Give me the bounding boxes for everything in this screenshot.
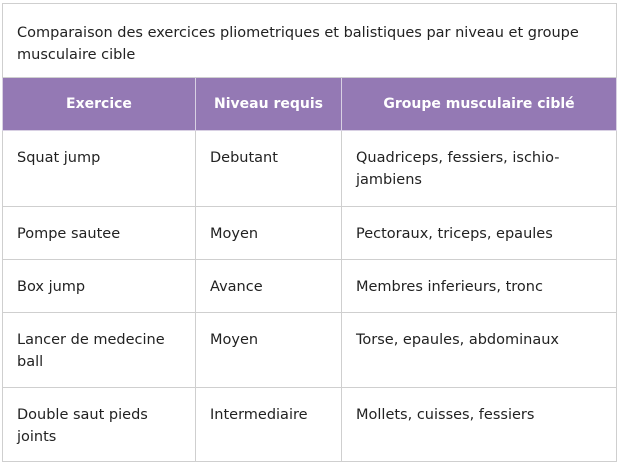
- cell-muscle-group: Mollets, cuisses, fessiers: [342, 388, 617, 462]
- table-row: [3, 131, 617, 207]
- table-row: [3, 313, 617, 388]
- column-header-exercise: Exercice: [3, 78, 196, 131]
- caption-row: [3, 4, 617, 78]
- comparison-table: [2, 3, 617, 462]
- cell-exercise: Lancer de medecine ball: [3, 313, 196, 388]
- cell-muscle-group: Membres inferieurs, tronc: [342, 260, 617, 313]
- table-caption: Comparaison des exercices pliometriques et balistiques par niveau et groupe musculaire cible: [3, 4, 617, 78]
- table-row: [3, 207, 617, 260]
- cell-level: Moyen: [196, 313, 342, 388]
- cell-muscle-group: Quadriceps, fessiers, ischio-jambiens: [342, 131, 617, 207]
- table-row: [3, 260, 617, 313]
- cell-level: Avance: [196, 260, 342, 313]
- cell-muscle-group: Torse, epaules, abdominaux: [342, 313, 617, 388]
- cell-exercise: Box jump: [3, 260, 196, 313]
- cell-level: Moyen: [196, 207, 342, 260]
- cell-exercise: Squat jump: [3, 131, 196, 207]
- cell-level: Intermediaire: [196, 388, 342, 462]
- cell-muscle-group: Pectoraux, triceps, epaules: [342, 207, 617, 260]
- cell-exercise: Pompe sautee: [3, 207, 196, 260]
- column-header-level: Niveau requis: [196, 78, 342, 131]
- comparison-table-container: [2, 3, 616, 462]
- cell-level: Debutant: [196, 131, 342, 207]
- column-header-muscle-group: Groupe musculaire ciblé: [342, 78, 617, 131]
- table-row: [3, 388, 617, 462]
- cell-exercise: Double saut pieds joints: [3, 388, 196, 462]
- header-row: [3, 78, 617, 131]
